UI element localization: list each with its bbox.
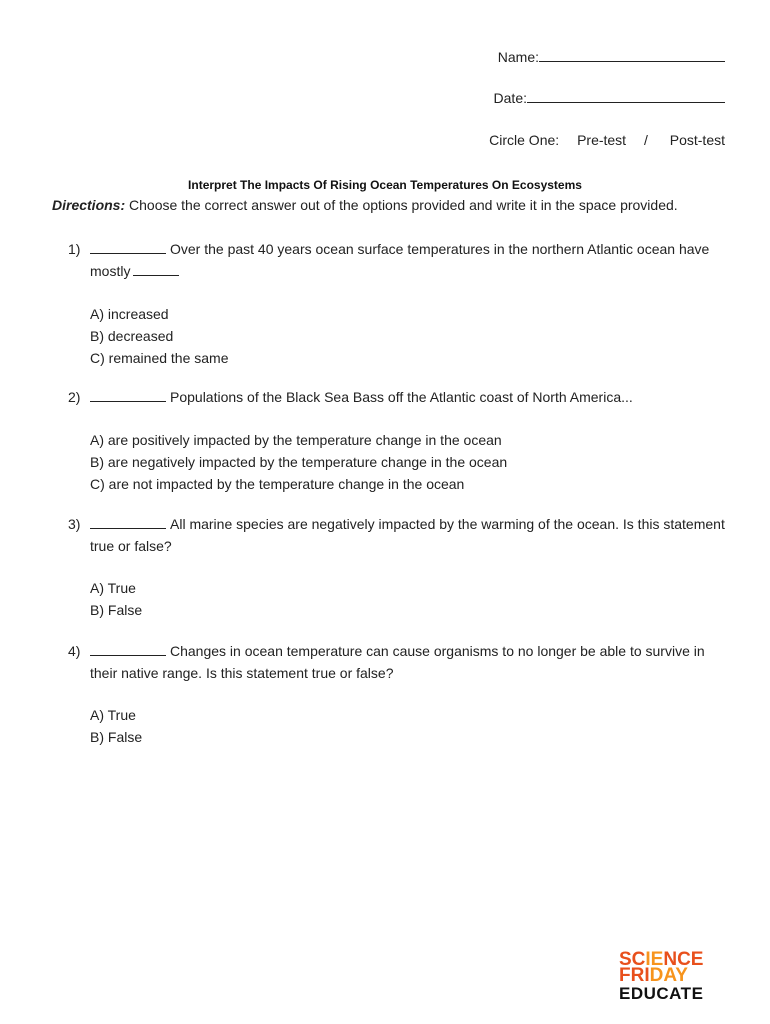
question-number: 2) [68, 389, 81, 405]
question-text: Populations of the Black Sea Bass off the Atlantic coast of North America... [170, 389, 633, 405]
page-title: Interpret The Impacts Of Rising Ocean Temperatures On Ecosystems [188, 178, 582, 192]
post-test-option[interactable]: Post-test [669, 132, 725, 148]
name-blank-line[interactable] [539, 47, 725, 62]
logo-text: DAY [649, 965, 688, 986]
date-label: Date: [493, 90, 527, 106]
science-friday-educate-logo [619, 949, 729, 1003]
option: B) are negatively impacted by the temperature change in the ocean [90, 454, 508, 470]
question-text: Changes in ocean temperature can cause organisms to no longer be able to survive in their native range. Is this statement true or false? [90, 643, 705, 681]
option: B) False [90, 729, 143, 745]
question-2-options [90, 429, 507, 495]
option: B) decreased [90, 328, 174, 344]
directions [52, 197, 678, 213]
date-blank-line[interactable] [527, 88, 725, 103]
question-number: 1) [68, 241, 81, 257]
option: A) are positively impacted by the temperature change in the ocean [90, 432, 502, 448]
date-field-row [494, 88, 725, 106]
question-4-options [90, 704, 142, 748]
option: A) True [90, 580, 136, 596]
logo-text: SC [619, 949, 646, 970]
option: C) remained the same [90, 350, 229, 366]
logo-text: EDUCATE [619, 984, 704, 1003]
question-3-options [90, 577, 142, 621]
circle-one-row [489, 132, 725, 148]
logo-text: FRI [619, 965, 650, 986]
logo-text: NCE [663, 949, 704, 970]
question-text: All marine species are negatively impacted by the warming of the ocean. Is this statement true or false? [90, 516, 725, 554]
answer-blank[interactable] [90, 387, 166, 402]
directions-label: Directions: [52, 197, 126, 213]
pre-test-option[interactable]: Pre-test [577, 132, 627, 148]
option: A) increased [90, 306, 169, 322]
option: B) False [90, 602, 143, 618]
answer-blank[interactable] [90, 239, 166, 254]
answer-blank[interactable] [90, 514, 166, 529]
fill-in-blank[interactable] [133, 261, 179, 276]
circle-one-label: Circle One: [489, 132, 560, 148]
question-text: Over the past 40 years ocean surface temperatures in the northern Atlantic ocean have mostly [90, 241, 710, 279]
answer-blank[interactable] [90, 641, 166, 656]
name-field-row [498, 47, 725, 65]
question-number: 4) [68, 643, 81, 659]
option: C) are not impacted by the temperature change in the ocean [90, 476, 465, 492]
question-number: 3) [68, 516, 81, 532]
name-label: Name: [497, 49, 539, 65]
option: A) True [90, 707, 136, 723]
logo-text: IE [645, 949, 664, 970]
separator: / [643, 132, 648, 148]
question-1-options [90, 303, 229, 369]
directions-text: Choose the correct answer out of the options provided and write it in the space provided. [129, 197, 678, 213]
